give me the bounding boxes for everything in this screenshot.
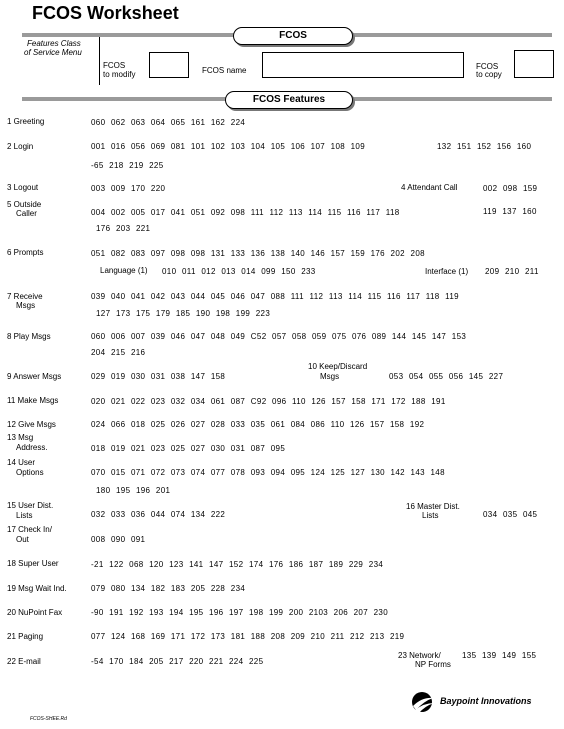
fcos-to-modify-field[interactable] bbox=[149, 52, 189, 78]
feature-label: 4 Attendant Call bbox=[401, 183, 458, 192]
modify-label-1: FCOS bbox=[103, 61, 126, 70]
feature-label: Caller bbox=[16, 209, 37, 218]
feature-label: 14 User bbox=[7, 458, 36, 467]
feature-label: 5 Outside bbox=[7, 200, 42, 209]
feature-codes: 127 173 175 179 185 190 198 199 223 bbox=[96, 309, 271, 318]
feature-label: 19 Msg Wait Ind. bbox=[7, 584, 67, 593]
feature-codes: 135 139 149 155 bbox=[462, 651, 537, 660]
feature-codes: 010 011 012 013 014 099 150 233 bbox=[162, 267, 316, 276]
feature-codes: 032 033 036 044 074 134 222 bbox=[91, 510, 226, 519]
feature-codes: 204 215 216 bbox=[91, 348, 146, 357]
feature-label: 2 Login bbox=[7, 142, 34, 151]
document-code: FCOS-SHEE.Rd bbox=[30, 716, 67, 722]
feature-label: 9 Answer Msgs bbox=[7, 372, 62, 381]
copy-label-1: FCOS bbox=[476, 62, 499, 71]
feature-label: 6 Prompts bbox=[7, 248, 44, 257]
feature-codes: 034 035 045 bbox=[483, 510, 538, 519]
feature-codes: 020 021 022 023 032 034 061 087 C92 096 110 126 157 158 171 172 188 191 bbox=[91, 397, 446, 406]
fcos-to-copy-field[interactable] bbox=[514, 50, 554, 78]
feature-label: 23 Network/ bbox=[398, 651, 441, 660]
feature-label: 3 Logout bbox=[7, 183, 39, 192]
feature-codes: 024 066 018 025 026 027 028 033 035 061 084 086 110 126 157 158 192 bbox=[91, 420, 425, 429]
feature-label: 16 Master Dist. bbox=[406, 502, 460, 511]
feature-codes: -21 122 068 120 123 141 147 152 174 176 186 187 189 229 234 bbox=[91, 560, 384, 569]
feature-codes: 132 151 152 156 160 bbox=[437, 142, 532, 151]
feature-label: Lists bbox=[422, 511, 439, 520]
modify-label-2: to modify bbox=[103, 70, 136, 79]
feature-codes: 079 080 134 182 183 205 228 234 bbox=[91, 584, 246, 593]
fcos-features-pill: FCOS Features bbox=[225, 91, 353, 109]
feature-codes: -54 170 184 205 217 220 221 224 225 bbox=[91, 657, 264, 666]
feature-sub-label: Interface (1) bbox=[425, 267, 469, 276]
feature-label: 1 Greeting bbox=[7, 117, 45, 126]
header-divider bbox=[99, 37, 100, 85]
feature-label: 7 Receive bbox=[7, 292, 43, 301]
feature-label: 15 User Dist. bbox=[7, 501, 54, 510]
feature-label: Lists bbox=[16, 511, 33, 520]
feature-codes: 060 062 063 064 065 161 162 224 bbox=[91, 118, 246, 127]
baypoint-logo bbox=[410, 689, 436, 720]
feature-codes: 077 124 168 169 171 172 173 181 188 208 209 210 211 212 213 219 bbox=[91, 632, 405, 641]
feature-codes: 176 203 221 bbox=[96, 224, 151, 233]
feature-codes: 008 090 091 bbox=[91, 535, 146, 544]
feature-codes: 119 137 160 bbox=[483, 207, 537, 216]
feature-label: 22 E-mail bbox=[7, 657, 41, 666]
feature-codes: 004 002 005 017 041 051 092 098 111 112 113 114 115 116 117 118 bbox=[91, 208, 400, 217]
feature-label: Out bbox=[16, 535, 29, 544]
feature-label: Address. bbox=[16, 443, 48, 452]
feature-codes: 029 019 030 031 038 147 158 bbox=[91, 372, 226, 381]
feature-codes: 001 016 056 069 081 101 102 103 104 105 106 107 108 109 bbox=[91, 142, 366, 151]
feature-codes: 002 098 159 bbox=[483, 184, 538, 193]
feature-codes: 180 195 196 201 bbox=[96, 486, 171, 495]
feature-codes: 070 015 071 072 073 074 077 078 093 094 095 124 125 127 130 142 143 148 bbox=[91, 468, 445, 477]
features-class-label-1: Features Class bbox=[27, 39, 81, 48]
features-class-label-2: of Service Menu bbox=[24, 48, 82, 57]
feature-codes: -65 218 219 225 bbox=[91, 161, 164, 170]
feature-codes: 209 210 211 bbox=[485, 267, 539, 276]
feature-codes: 003 009 170 220 bbox=[91, 184, 166, 193]
copy-label-2: to copy bbox=[476, 70, 502, 79]
feature-label: Msgs bbox=[16, 301, 36, 310]
feature-label: NP Forms bbox=[415, 660, 451, 669]
feature-label: 21 Paging bbox=[7, 632, 44, 641]
feature-label: 8 Play Msgs bbox=[7, 332, 51, 341]
baypoint-logo-icon bbox=[410, 689, 436, 715]
fcos-section-pill: FCOS bbox=[233, 27, 353, 45]
feature-codes: 060 006 007 039 046 047 048 049 C52 057 058 059 075 076 089 144 145 147 153 bbox=[91, 332, 467, 341]
page-title: FCOS Worksheet bbox=[32, 3, 179, 23]
baypoint-logo-text: Baypoint Innovations bbox=[440, 696, 532, 706]
feature-label: Options bbox=[16, 468, 44, 477]
feature-label: 18 Super User bbox=[7, 559, 59, 568]
feature-codes: -90 191 192 193 194 195 196 197 198 199 200 2103 206 207 230 bbox=[91, 608, 388, 617]
feature-label: 10 Keep/Discard bbox=[308, 362, 368, 371]
feature-label: 11 Make Msgs bbox=[7, 396, 59, 405]
feature-sub-label: Language (1) bbox=[100, 266, 148, 275]
feature-label: 13 Msg bbox=[7, 433, 34, 442]
feature-label: 20 NuPoint Fax bbox=[7, 608, 63, 617]
feature-label: 12 Give Msgs bbox=[7, 420, 56, 429]
feature-label: 17 Check In/ bbox=[7, 525, 52, 534]
feature-label: Msgs bbox=[320, 372, 340, 381]
feature-codes: 039 040 041 042 043 044 045 046 047 088 111 112 113 114 115 116 117 118 119 bbox=[91, 292, 459, 301]
feature-codes: 053 054 055 056 145 227 bbox=[389, 372, 504, 381]
feature-codes: 018 019 021 023 025 027 030 031 087 095 bbox=[91, 444, 286, 453]
feature-codes: 051 082 083 097 098 098 131 133 136 138 140 146 157 159 176 202 208 bbox=[91, 249, 425, 258]
fcos-name-label: FCOS name bbox=[202, 66, 247, 75]
fcos-name-field[interactable] bbox=[262, 52, 464, 78]
